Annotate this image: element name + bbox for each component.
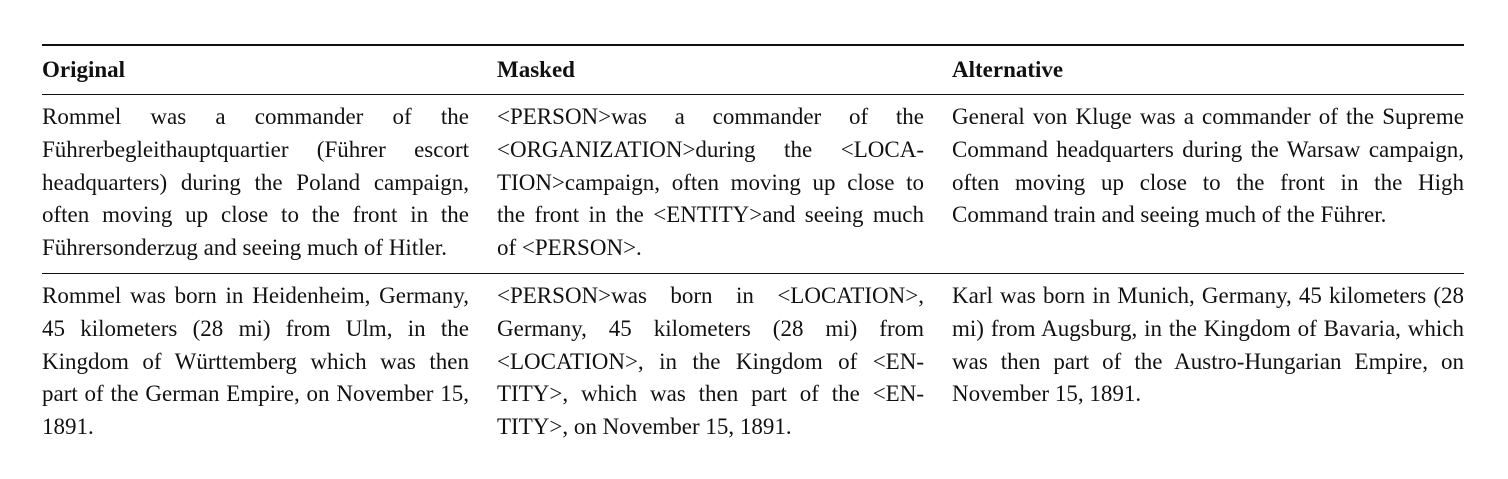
cell-alternative: Karl was born in Munich, Germany, 45 kilometers (28 mi) from Augsburg, in the Kingdom of Bavaria, which was then part of the Austro-Hungarian Empire, on November 15, 1891. bbox=[952, 282, 1464, 407]
table-row bbox=[42, 95, 1464, 273]
table-row bbox=[42, 274, 1464, 448]
cell-original: Rommel was a commander of the Führerbegleithauptquartier (Führer escort headquarters) during the Poland campaign, often moving up close to the front in the Führersonderzug and seeing much of Hitler. bbox=[42, 104, 469, 261]
header-alternative: Alternative bbox=[952, 57, 1064, 82]
comparison-table bbox=[42, 44, 1464, 448]
header-original: Original bbox=[42, 57, 126, 82]
header-masked: Masked bbox=[497, 57, 575, 82]
cell-masked: <PERSON>was born in <LOCATION>, Germany, 45 kilometers (28 mi) from <LOCATION>, in the Kingdom of <ENTITY>, which was then part of the <ENTITY>, on November 15, 1891. bbox=[497, 282, 924, 440]
cell-original: Rommel was born in Heidenheim, Germany, 45 kilometers (28 mi) from Ulm, in the Kingdom of Württemberg which was then part of the German Empire, on November 15, 1891. bbox=[42, 282, 469, 440]
cell-alternative: General von Kluge was a commander of the Supreme Command headquarters during the Warsaw campaign, often moving up close to the front in the High Command train and seeing much of the Führer. bbox=[952, 104, 1464, 228]
cell-masked: <PERSON>was a commander of the <ORGANIZATION>during the <LOCATION>campaign, often moving up close to the front in the <ENTITY>and seeing much of <PERSON>. bbox=[497, 104, 924, 261]
table-header-row bbox=[42, 46, 1464, 94]
